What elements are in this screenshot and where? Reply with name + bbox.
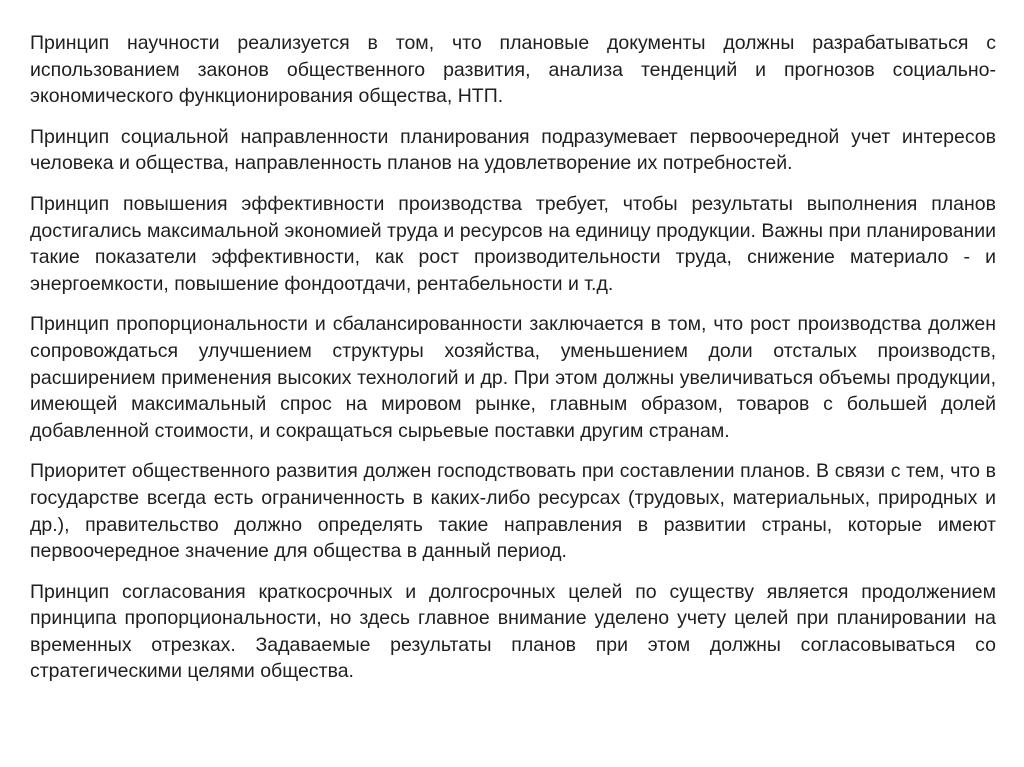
paragraph-scientific-principle: Принцип научности реализуется в том, что плановые документы должны разрабатываться с использованием законов общественного развития, анализа тенденций и прогнозов социально-экономического функционирования общества, НТП. <box>30 32 996 108</box>
paragraph-goal-coordination-principle: Принцип согласования краткосрочных и долгосрочных целей по существу является продолжением принципа пропорциональности, но здесь главное внимание уделено учету целей при планировании на временных отрезках. Задаваемые результаты планов при этом должны согласовываться со стратегическими целями общества. <box>30 580 996 683</box>
paragraph-proportionality-principle: Принцип пропорциональности и сбалансированности заключается в том, что рост производства должен сопровождаться улучшением структуры хозяйства, уменьшением доли отсталых производств, расширением применения высоких технологий и др. При этом должны увеличиваться объемы продукции, имеющей максимальный спрос на мировом рынке, главным образом, товаров с большей долей добавленной стоимости, и сокращаться сырьевые поставки другим странам. <box>30 313 996 442</box>
slide-text-body <box>30 30 996 760</box>
paragraph-social-orientation-principle: Принцип социальной направленности планирования подразумевает первоочередной учет интересов человека и общества, направленность планов на удовлетворение их потребностей. <box>30 125 996 175</box>
paragraph-efficiency-principle: Принцип повышения эффективности производства требует, чтобы результаты выполнения планов достигались максимальной экономией труда и ресурсов на единицу продукции. Важны при планировании такие показатели эффективности, как рост производительности труда, снижение материало - и энергоемкости, повышение фондоотдачи, рентабельности и т.д. <box>30 192 996 295</box>
paragraph-social-priority-principle: Приоритет общественного развития должен господствовать при составлении планов. В связи с тем, что в государстве всегда есть ограниченность в каких-либо ресурсах (трудовых, материальных, природных и др.), правительство должно определять такие направления в развитии страны, которые имеют первоочередное значение для общества в данный период. <box>30 460 996 563</box>
